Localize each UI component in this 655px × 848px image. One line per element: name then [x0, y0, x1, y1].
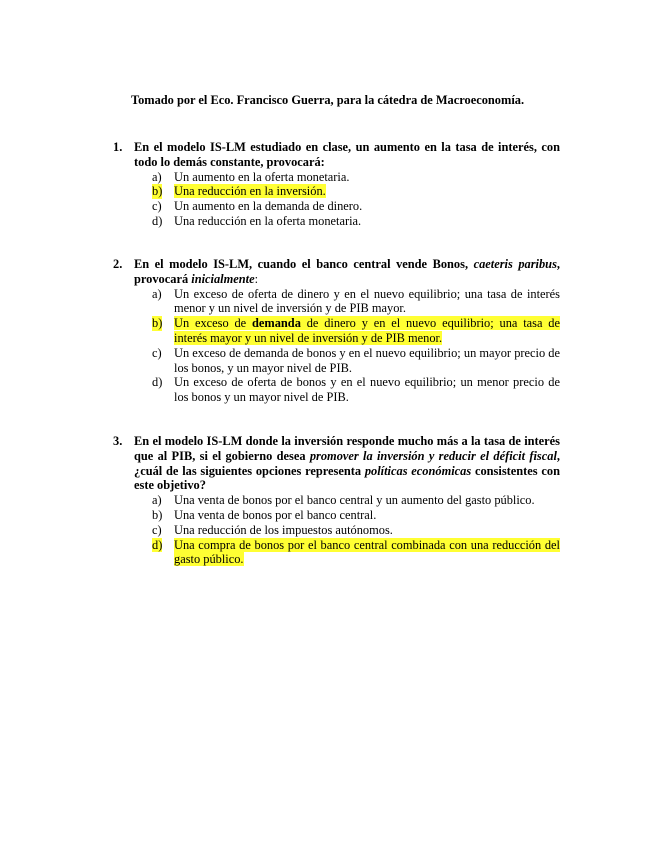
option-1a — [113, 170, 560, 185]
option-letter: c) — [152, 199, 162, 214]
question-3-number: 3. — [113, 434, 123, 448]
option-text: Un aumento en la demanda de dinero. — [174, 199, 363, 214]
option-2d — [113, 375, 560, 405]
option-2b-highlighted — [113, 316, 560, 346]
option-letter: b) — [152, 316, 163, 331]
option-1c — [113, 199, 560, 214]
option-3d-highlighted — [113, 538, 560, 568]
question-2 — [113, 257, 560, 405]
option-text: Una venta de bonos por el banco central y un aumento del gasto público. — [174, 493, 535, 508]
question-2-text-c: : — [254, 271, 259, 286]
option-letter: a) — [152, 493, 162, 508]
question-2-text-b: , provocará — [134, 257, 560, 286]
question-1 — [113, 140, 560, 229]
question-1-number: 1. — [113, 140, 123, 154]
option-letter: b) — [152, 184, 163, 199]
option-2a — [113, 287, 560, 317]
option-2c — [113, 346, 560, 376]
option-text: Una venta de bonos por el banco central. — [174, 507, 377, 522]
option-text-bold: demanda — [252, 316, 301, 331]
question-2-text-a: En el modelo IS-LM, cuando el banco central vende Bonos, — [134, 257, 474, 271]
option-letter: b) — [152, 507, 163, 522]
option-text: Un aumento en la oferta monetaria. — [174, 169, 350, 184]
question-3-text-italic-b: políticas económicas — [364, 463, 472, 478]
question-2-options — [113, 287, 560, 405]
question-2-text-italic-a: caeteris paribus — [473, 257, 557, 271]
option-letter: d) — [152, 375, 163, 390]
option-3b — [113, 508, 560, 523]
question-3-text-italic-a: promover la inversión y reducir el déficit fiscal — [309, 448, 557, 463]
option-letter: c) — [152, 345, 162, 360]
option-letter: d) — [152, 537, 163, 552]
question-2-text-italic-b: inicialmente — [191, 271, 255, 286]
option-text: Una compra de bonos por el banco central combinada con una reducción del gasto público. — [174, 537, 560, 567]
question-3-stem — [113, 434, 560, 493]
question-3-text-b: , ¿cuál de las siguientes opciones representa — [134, 448, 560, 478]
option-text: Una reducción en la oferta monetaria. — [174, 213, 362, 228]
question-3-options — [113, 493, 560, 567]
question-3-text-a: En el modelo IS-LM donde la inversión responde mucho más a la tasa de interés que al PIB, si el gobierno desea — [134, 434, 560, 463]
option-text: Un exceso de oferta de dinero y en el nuevo equilibrio; una tasa de interés menor y un nivel de inversión y de PIB mayor. — [174, 286, 560, 316]
question-2-stem — [113, 257, 560, 287]
page-header: Tomado por el Eco. Francisco Guerra, para la cátedra de Macroeconomía. — [130, 93, 525, 107]
option-letter: d) — [152, 213, 163, 228]
option-letter: a) — [152, 169, 162, 184]
question-2-number: 2. — [113, 257, 123, 271]
question-1-stem — [113, 140, 560, 170]
option-text: Una reducción de los impuestos autónomos. — [174, 522, 393, 537]
option-text-a: Un exceso de — [174, 316, 252, 331]
option-text: Un exceso de oferta de bonos y en el nuevo equilibrio; un menor precio de los bonos y un mayor nivel de PIB. — [174, 375, 560, 405]
question-3 — [113, 434, 560, 567]
option-3a — [113, 493, 560, 508]
option-3c — [113, 523, 560, 538]
question-1-text: En el modelo IS-LM estudiado en clase, un aumento en la tasa de interés, con todo lo demás constante, provocará: — [134, 140, 560, 169]
option-text: Una reducción en la inversión. — [174, 184, 326, 199]
option-letter: a) — [152, 286, 162, 301]
question-1-options — [113, 170, 560, 229]
option-text-b: de dinero y en el nuevo equilibrio; una tasa de interés mayor y un nivel de inversión y de PIB menor. — [174, 316, 560, 345]
option-letter: c) — [152, 522, 162, 537]
option-text: Un exceso de demanda de bonos y en el nuevo equilibrio; un mayor precio de los bonos, y un mayor nivel de PIB. — [174, 345, 560, 375]
option-1d — [113, 214, 560, 229]
question-3-text-c: consistentes con este objetivo? — [134, 463, 560, 493]
option-1b-highlighted — [113, 184, 560, 199]
